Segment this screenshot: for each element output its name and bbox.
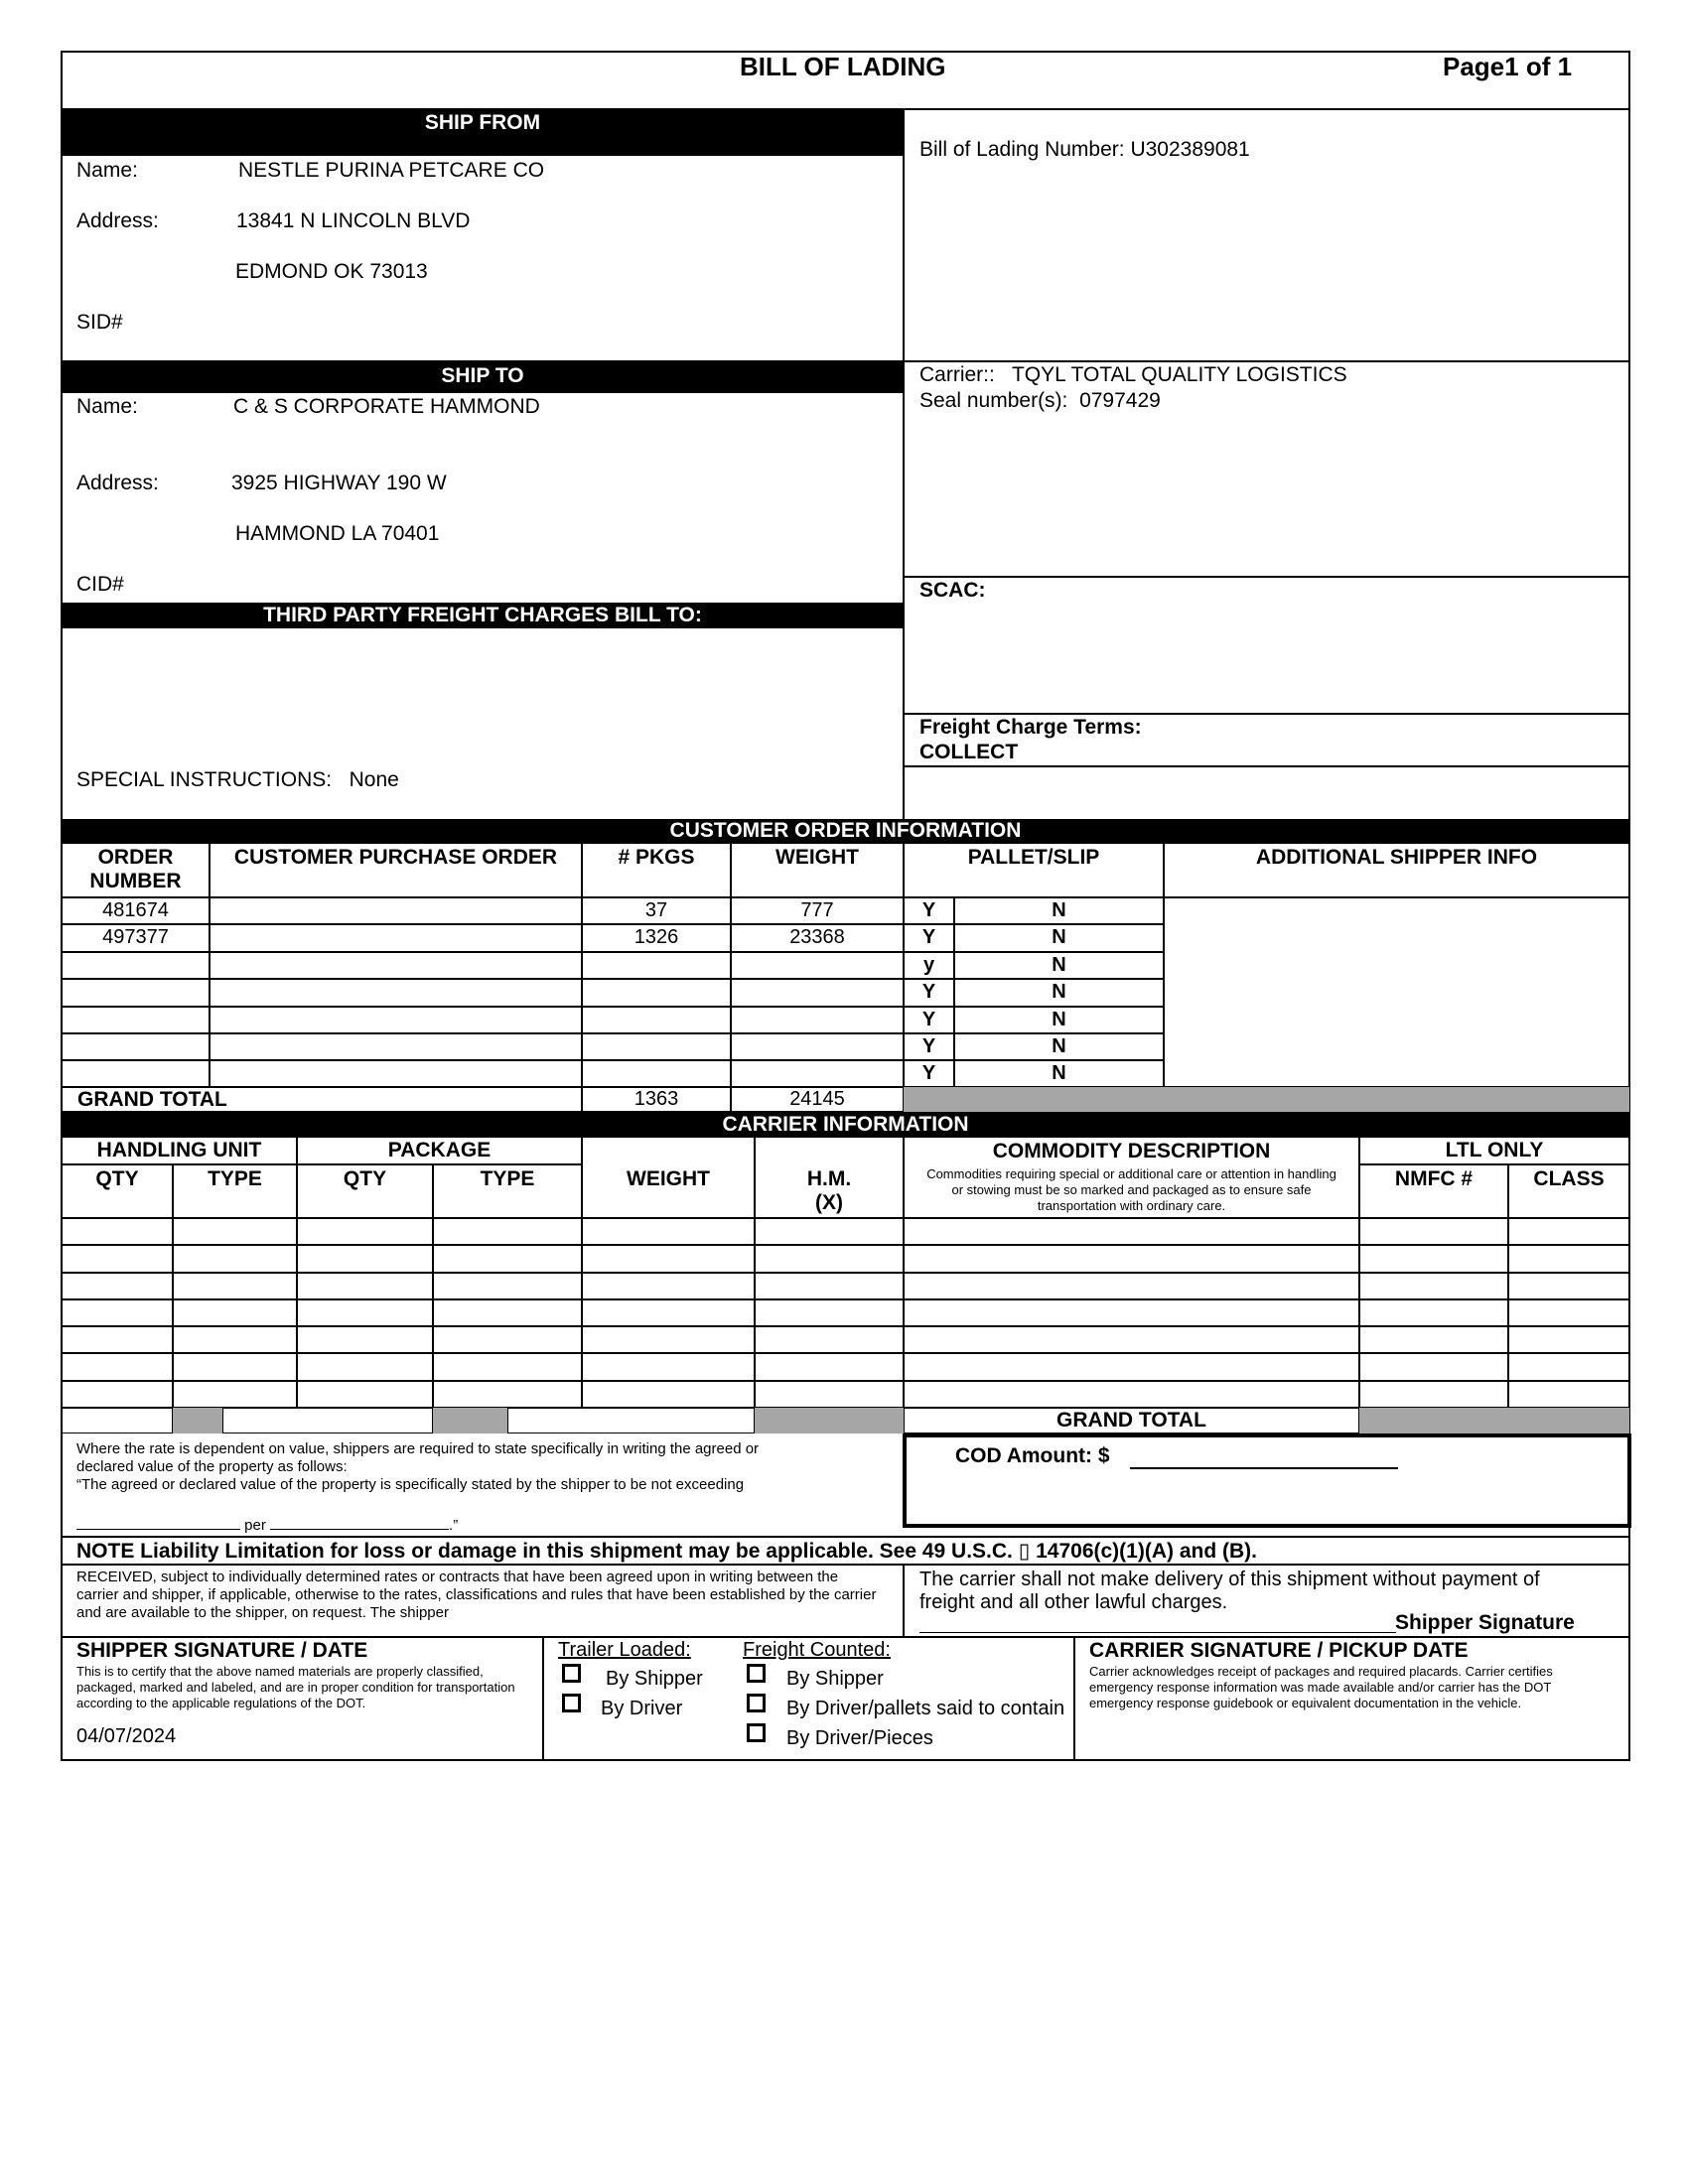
ship-from-address1: 13841 N LINCOLN BLVD (236, 209, 471, 232)
slip-n: N (954, 1033, 1164, 1060)
co-grand-total-shaded (904, 1087, 1629, 1112)
pkgs (582, 952, 731, 979)
carrier-info-cell (755, 1381, 904, 1408)
value-note-line3: “The agreed or declared value of the property is specifically stated by the shipper to be not exceeding (76, 1476, 745, 1493)
carrier-info-cell (904, 1299, 1359, 1326)
carrier-info-cell (1508, 1245, 1629, 1273)
purchase-order (210, 1060, 582, 1087)
carrier-info-cell (433, 1273, 582, 1299)
carrier-info-cell (433, 1299, 582, 1326)
pallet-y: Y (904, 897, 954, 924)
trailer-loaded-label: Trailer Loaded: (558, 1639, 691, 1661)
pallet-y: Y (904, 1060, 954, 1087)
weight (731, 1007, 904, 1033)
commodity-note: Commodities requiring special or additional care or attention in handling or stowing must be so marked and packaged as to ensure safe transportation with ordinary care. (926, 1166, 1336, 1213)
page-number: Page1 of 1 (1443, 52, 1573, 81)
slip-n: N (954, 924, 1164, 952)
carrier-info-cell (1508, 1218, 1629, 1245)
liability-note: NOTE Liability Limitation for loss or damage in this shipment may be applicable. See 49 U.S.C. ▯ 14706(c)(1)(A) and (B). (76, 1540, 1257, 1563)
carrier-info-cell (173, 1299, 297, 1326)
pkgs: 1326 (582, 924, 731, 952)
carrier-info-cell (433, 1381, 582, 1408)
freight-by-driver-pieces-label: By Driver/Pieces (786, 1727, 933, 1749)
weight: 23368 (731, 924, 904, 952)
purchase-order (210, 897, 582, 924)
ship-to-address2: HAMMOND LA 70401 (235, 522, 440, 545)
document-title: BILL OF LADING (740, 52, 946, 81)
pallet-y: Y (904, 1033, 954, 1060)
carrier-info-cell (297, 1273, 433, 1299)
received-text: RECEIVED, subject to individually determined rates or contracts that have been agreed upon in writing between the carrier and shipper, if applicable, otherwise to the rates, classifications and rules that have been established by the carrier and are available to the shipper, on request. The shipper (76, 1569, 877, 1621)
carrier-info-cell (433, 1326, 582, 1353)
carrier-info-cell (173, 1326, 297, 1353)
carrier-name: TQYL TOTAL QUALITY LOGISTICS (1011, 363, 1347, 386)
handling-type-header: TYPE (173, 1164, 297, 1218)
weight (731, 952, 904, 979)
commodity-header (904, 1137, 1359, 1218)
ship-to-address-label: Address: (76, 472, 159, 494)
bol-number: U302389081 (1130, 138, 1250, 161)
carrier-info-cell (1359, 1353, 1508, 1381)
carrier-info-cell (297, 1326, 433, 1353)
carrier-info-cell (62, 1245, 173, 1273)
pallet-y: Y (904, 979, 954, 1007)
order-number (62, 952, 210, 979)
carrier-ack-text: Carrier acknowledges receipt of packages and required placards. Carrier certifies emergency response information was made available and/or carrier has the DOT emergency response guidebook or equivalent documentation in the vehicle. (1089, 1664, 1553, 1710)
carrier-info-cell (1508, 1381, 1629, 1408)
value-per-line: per .” (76, 1517, 474, 1535)
carrier-info-cell (904, 1381, 1359, 1408)
carrier-info-cell (755, 1353, 904, 1381)
order-number (62, 1033, 210, 1060)
carrier-info-cell (173, 1218, 297, 1245)
carrier-info-cell (173, 1273, 297, 1299)
carrier-info-cell (755, 1326, 904, 1353)
ci-total-cell (222, 1408, 433, 1433)
purchase-order (210, 1033, 582, 1060)
order-number: 497377 (62, 924, 210, 952)
purchase-order (210, 924, 582, 952)
sign-date[interactable]: 04/07/2024 (76, 1725, 177, 1747)
carrier-info-cell (297, 1299, 433, 1326)
pallet-y: Y (904, 1007, 954, 1033)
carrier-info-cell (1359, 1381, 1508, 1408)
carrier-info-cell (582, 1273, 755, 1299)
trailer-by-driver-checkbox[interactable] (562, 1694, 581, 1712)
pkgs (582, 1033, 731, 1060)
shipper-signature-label: Shipper Signature (1395, 1611, 1575, 1634)
carrier-info-cell (173, 1381, 297, 1408)
carrier-info-header: CARRIER INFORMATION (62, 1112, 1629, 1137)
order-number (62, 1007, 210, 1033)
freight-by-shipper-checkbox[interactable] (747, 1664, 766, 1683)
commodity-title: COMMODITY DESCRIPTION (992, 1140, 1271, 1162)
carrier-info-cell (297, 1245, 433, 1273)
carrier-info-cell (1359, 1299, 1508, 1326)
pkgs (582, 1060, 731, 1087)
carrier-label: Carrier:: (919, 363, 995, 386)
carrier-info-cell (582, 1218, 755, 1245)
seal-label: Seal number(s): (919, 389, 1068, 412)
package-header: PACKAGE (297, 1137, 582, 1164)
hm-label: H.M. (806, 1167, 852, 1190)
carrier-info-cell (582, 1381, 755, 1408)
carrier-info-cell (1359, 1273, 1508, 1299)
cod-label: COD Amount: $ (955, 1444, 1110, 1467)
value-per-label: per (244, 1517, 266, 1534)
co-grand-total-label: GRAND TOTAL (62, 1087, 582, 1112)
col-pkgs: # PKGS (582, 843, 731, 897)
shipper-signature-line[interactable] (919, 1632, 1396, 1633)
weight (731, 979, 904, 1007)
carrier-info-cell (297, 1218, 433, 1245)
slip-n: N (954, 897, 1164, 924)
trailer-by-shipper-label: By Shipper (606, 1668, 703, 1690)
carrier-info-cell (1359, 1245, 1508, 1273)
ship-from-name-label: Name: (76, 159, 138, 182)
carrier-info-cell (904, 1245, 1359, 1273)
col-weight: WEIGHT (731, 843, 904, 897)
col-customer-po: CUSTOMER PURCHASE ORDER (210, 843, 582, 897)
carrier-info-cell (62, 1381, 173, 1408)
carrier-info-cell (62, 1299, 173, 1326)
ci-total-cell (62, 1408, 173, 1433)
carrier-info-cell (904, 1353, 1359, 1381)
slip-n: N (954, 952, 1164, 979)
cod-amount-line[interactable] (1130, 1467, 1398, 1469)
trailer-by-driver-label: By Driver (601, 1698, 683, 1719)
ci-total-shaded (755, 1408, 904, 1433)
ci-grand-total-label: GRAND TOTAL (904, 1408, 1359, 1433)
carrier-info-cell (433, 1353, 582, 1381)
ship-to-name-label: Name: (76, 395, 138, 418)
carrier-info-cell (62, 1218, 173, 1245)
freight-terms-value: COLLECT (919, 741, 1019, 763)
handling-qty-header: QTY (62, 1164, 173, 1218)
freight-by-shipper-label: By Shipper (786, 1668, 884, 1690)
ci-weight-header: WEIGHT (582, 1137, 755, 1218)
pallet-y: Y (904, 924, 954, 952)
carrier-info-cell (1359, 1326, 1508, 1353)
co-grand-total-weight: 24145 (731, 1087, 904, 1112)
ship-to-cid-label: CID# (76, 573, 124, 596)
carrier-info-cell (904, 1273, 1359, 1299)
ship-to-address1: 3925 HIGHWAY 190 W (231, 472, 447, 494)
special-instructions (76, 768, 399, 792)
carrier-info-cell (755, 1245, 904, 1273)
seal-field (919, 389, 1161, 413)
special-instructions-value: None (349, 768, 399, 791)
col-order-number: ORDER NUMBER (62, 843, 210, 897)
freight-terms-label: Freight Charge Terms: (919, 716, 1142, 739)
shipper-signature-date-header: SHIPPER SIGNATURE / DATE (76, 1639, 368, 1662)
ship-to-header: SHIP TO (62, 360, 904, 393)
ci-total-cell (507, 1408, 755, 1433)
carrier-info-cell (433, 1245, 582, 1273)
freight-by-driver-pallets-checkbox[interactable] (747, 1694, 766, 1712)
slip-n: N (954, 1007, 1164, 1033)
carrier-info-cell (582, 1353, 755, 1381)
freight-counted-label: Freight Counted: (743, 1639, 891, 1661)
seal-number: 0797429 (1079, 389, 1161, 412)
ship-from-name: NESTLE PURINA PETCARE CO (238, 159, 545, 182)
scac-label: SCAC: (919, 579, 986, 602)
carrier-info-cell (62, 1273, 173, 1299)
carrier-info-cell (755, 1218, 904, 1245)
purchase-order (210, 979, 582, 1007)
ci-total-shaded (1359, 1408, 1629, 1433)
col-additional-info: ADDITIONAL SHIPPER INFO (1164, 843, 1629, 897)
weight: 777 (731, 897, 904, 924)
hm-x-label: (X) (815, 1191, 843, 1214)
carrier-info-cell (62, 1353, 173, 1381)
purchase-order (210, 952, 582, 979)
carrier-info-cell (582, 1299, 755, 1326)
co-grand-total-pkgs: 1363 (582, 1087, 731, 1112)
additional-info-area (1164, 897, 1629, 1087)
ltl-only-header: LTL ONLY (1359, 1137, 1629, 1164)
slip-n: N (954, 979, 1164, 1007)
package-qty-header: QTY (297, 1164, 433, 1218)
pkgs: 37 (582, 897, 731, 924)
freight-by-driver-pieces-checkbox[interactable] (747, 1723, 766, 1742)
value-note-line1: Where the rate is dependent on value, shippers are required to state specifically in writing the agreed or (76, 1440, 760, 1457)
carrier-info-cell (297, 1353, 433, 1381)
class-header: CLASS (1508, 1164, 1629, 1218)
ci-total-shaded (433, 1408, 507, 1433)
bol-number-field (919, 138, 1250, 162)
bol-number-label: Bill of Lading Number: (919, 138, 1125, 161)
nmfc-header: NMFC # (1359, 1164, 1508, 1218)
carrier-info-cell (904, 1218, 1359, 1245)
freight-by-driver-pallets-label: By Driver/pallets said to contain (786, 1698, 1065, 1719)
carrier-info-cell (62, 1326, 173, 1353)
carrier-info-cell (1508, 1326, 1629, 1353)
carrier-info-cell (755, 1273, 904, 1299)
carrier-field (919, 363, 1347, 387)
third-party-header: THIRD PARTY FREIGHT CHARGES BILL TO: (62, 603, 904, 628)
carrier-info-cell (582, 1245, 755, 1273)
col-pallet-slip: PALLET/SLIP (904, 843, 1164, 897)
carrier-info-cell (173, 1245, 297, 1273)
carrier-info-cell (1359, 1218, 1508, 1245)
carrier-info-cell (1508, 1273, 1629, 1299)
value-note (76, 1440, 891, 1494)
ship-from-address-label: Address: (76, 209, 159, 232)
carrier-info-cell (1508, 1299, 1629, 1326)
slip-n: N (954, 1060, 1164, 1087)
carrier-delivery-text: The carrier shall not make delivery of this shipment without payment of freight and all other lawful charges. (919, 1569, 1540, 1613)
weight (731, 1060, 904, 1087)
purchase-order (210, 1007, 582, 1033)
pallet-y: y (904, 952, 954, 979)
carrier-info-cell (1508, 1353, 1629, 1381)
value-note-line2: declared value of the property as follows: (76, 1458, 348, 1475)
order-number (62, 1060, 210, 1087)
carrier-info-cell (173, 1353, 297, 1381)
pkgs (582, 1007, 731, 1033)
carrier-signature-header: CARRIER SIGNATURE / PICKUP DATE (1089, 1639, 1469, 1662)
ship-from-sid-label: SID# (76, 311, 123, 334)
pkgs (582, 979, 731, 1007)
trailer-by-shipper-checkbox[interactable] (562, 1664, 581, 1683)
carrier-info-cell (755, 1299, 904, 1326)
shipper-certify-text: This is to certify that the above named materials are properly classified, packaged, marked and labeled, and are in proper condition for transportation according to the applicable regulations of the DOT. (76, 1664, 515, 1710)
weight (731, 1033, 904, 1060)
order-number: 481674 (62, 897, 210, 924)
ship-from-address2: EDMOND OK 73013 (235, 260, 428, 283)
ci-total-shaded (173, 1408, 222, 1433)
ship-to-name: C & S CORPORATE HAMMOND (233, 395, 540, 418)
special-instructions-label: SPECIAL INSTRUCTIONS: (76, 768, 333, 791)
carrier-info-cell (904, 1326, 1359, 1353)
hm-header (755, 1137, 904, 1218)
carrier-info-cell (433, 1218, 582, 1245)
package-type-header: TYPE (433, 1164, 582, 1218)
ship-from-header: SHIP FROM (62, 110, 904, 156)
customer-order-header: CUSTOMER ORDER INFORMATION (62, 819, 1629, 843)
carrier-info-cell (582, 1326, 755, 1353)
order-number (62, 979, 210, 1007)
carrier-info-cell (297, 1381, 433, 1408)
handling-unit-header: HANDLING UNIT (62, 1137, 297, 1164)
